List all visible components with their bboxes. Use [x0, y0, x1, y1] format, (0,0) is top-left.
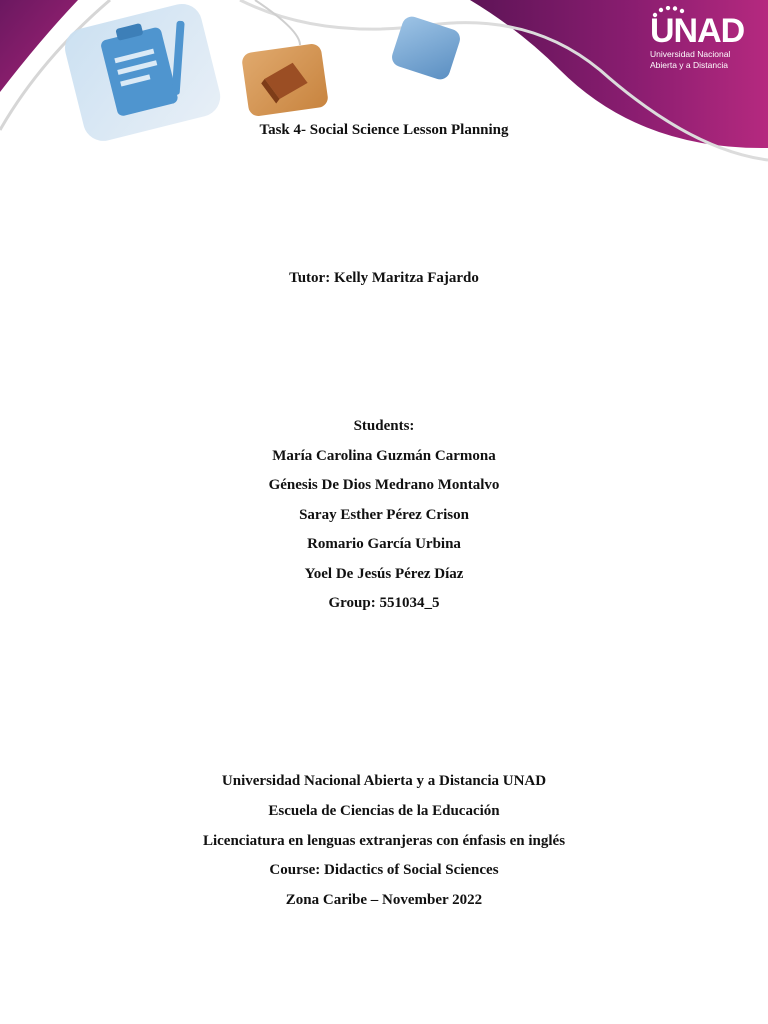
- tutor-line: Tutor: Kelly Maritza Fajardo: [289, 270, 479, 286]
- student-name: Saray Esther Pérez Crison: [299, 507, 469, 523]
- course-line: Course: Didactics of Social Sciences: [269, 862, 499, 878]
- logo-wordmark: UNAD: [650, 12, 745, 50]
- unad-logo: [650, 6, 762, 76]
- zone-date-line: Zona Caribe – November 2022: [285, 892, 483, 908]
- university-line: Universidad Nacional Abierta y a Distancia UNAD: [221, 773, 547, 789]
- logo-subtitle-line2: Abierta y a Distancia: [650, 60, 728, 70]
- student-name: Romario García Urbina: [307, 536, 461, 552]
- student-name: Yoel De Jesús Pérez Díaz: [304, 566, 464, 582]
- document-title: Task 4- Social Science Lesson Planning: [259, 122, 509, 138]
- student-name: Génesis De Dios Medrano Montalvo: [268, 477, 500, 493]
- students-heading: Students:: [353, 418, 415, 434]
- book-icon: [241, 43, 329, 118]
- school-line: Escuela de Ciencias de la Educación: [268, 803, 500, 819]
- group-line: Group: 551034_5: [328, 595, 440, 611]
- program-line: Licenciatura en lenguas extranjeras con énfasis en inglés: [202, 833, 566, 849]
- logo-subtitle-line1: Universidad Nacional: [650, 49, 731, 59]
- student-name: María Carolina Guzmán Carmona: [272, 448, 496, 464]
